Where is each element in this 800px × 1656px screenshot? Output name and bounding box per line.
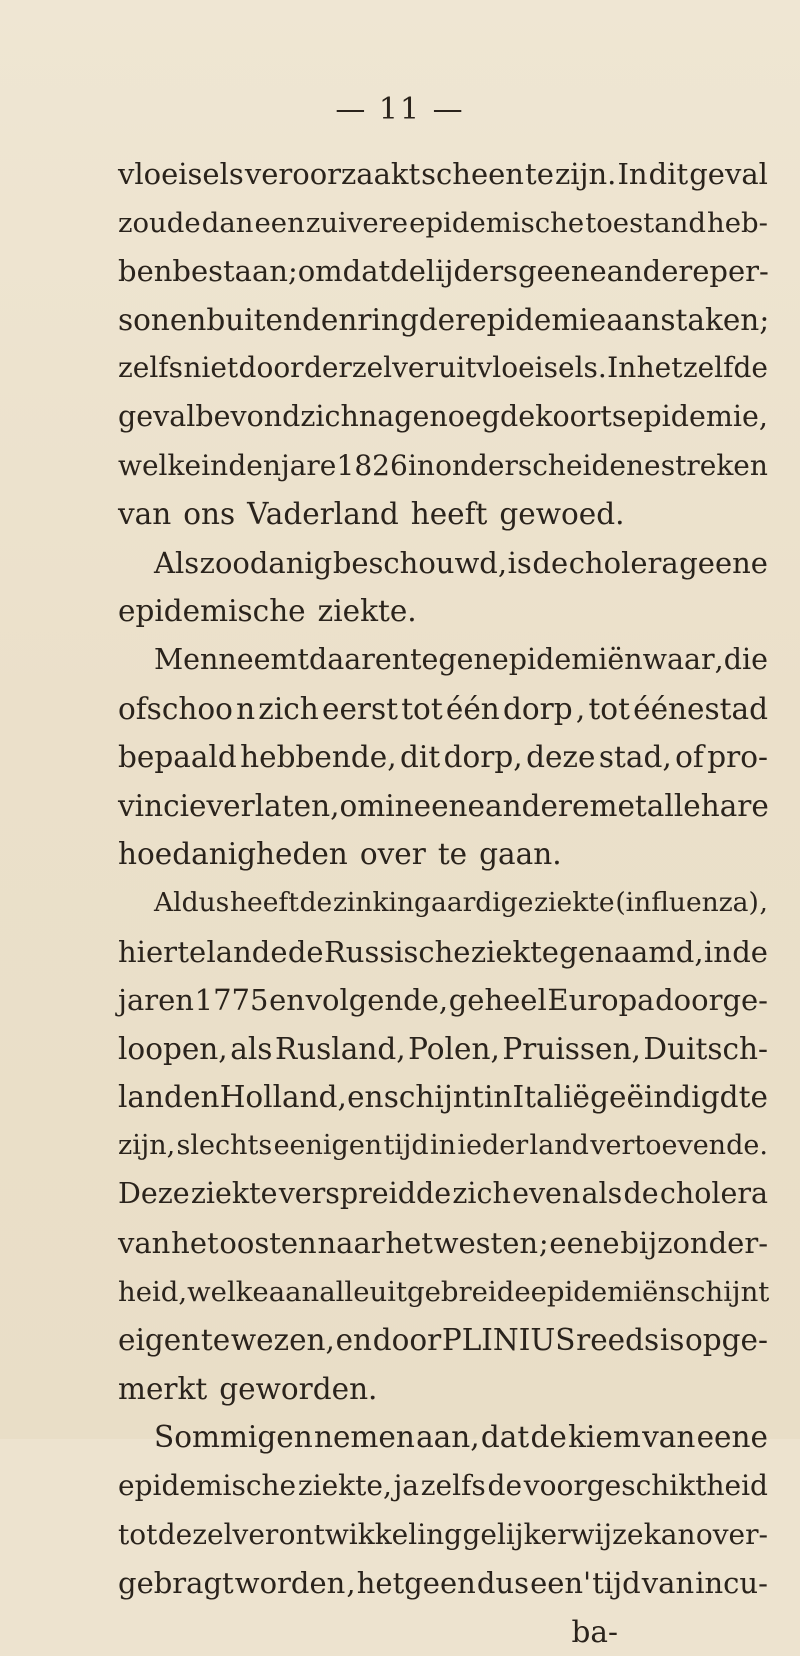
text-line: merkt geworden.: [118, 1371, 378, 1406]
text-line: Men neemt daarentegen epidemiën waar , die: [154, 642, 768, 676]
text-line: van ons Vaderland heeft gewoed.: [118, 497, 625, 532]
text-line: tot dezelver ontwikkeling gelijkerwijze kan over-: [118, 1517, 768, 1551]
text-line: Sommigen nemen aan, dat de kiem van eene: [154, 1420, 768, 1455]
text-line: geval bevond zich nagenoeg de koortsepidemie ,: [118, 399, 768, 433]
catchword: ba-: [571, 1614, 618, 1649]
text-line: zijn, slechts eenigen tijd in ieder land vertoevende.: [118, 1129, 768, 1161]
text-line: ben bestaan ; omdat de lijders geene andere per-: [118, 254, 769, 289]
text-line: land en Holland, en schijnt in Italië geëindigd te: [118, 1080, 768, 1115]
text-line: Aldus heeft de zinkingaardige ziekte (influenza) ,: [154, 886, 768, 918]
page-number: — 11 —: [335, 92, 465, 127]
text-line: jaren 1775 en volgende, geheel Europa doorge-: [118, 983, 768, 1018]
text-line: ofschoo n zich eerst tot één dorp , tot éénestad: [118, 691, 768, 726]
text-line: heid , welke aan alle uitgebreide epidemiën schijnt: [118, 1275, 770, 1308]
text-line: epidemische ziekte, ja zelfs de voorgeschiktheid: [118, 1469, 768, 1503]
text-line: bepaald hebbende, dit dorp, deze stad, of pro-: [118, 740, 768, 775]
text-line: zelfs niet door derzelver uitvloeisels. In het zelfde: [118, 351, 768, 385]
text-line: loopen, als Rusland, Polen, Pruissen, Duitsch-: [118, 1031, 768, 1066]
body-text: [118, 150, 768, 1656]
text-line: hoedanigheden over te gaan.: [118, 837, 562, 872]
text-line: van het oosten naar het westen ; eene bijzonder-: [118, 1226, 768, 1261]
text-line: Deze ziekte verspreidde zich even als de cholera: [118, 1177, 768, 1211]
text-line: welke in den jare 1826 in onderscheidene streken: [118, 448, 768, 482]
text-line: hier te lande de Russische ziekte genaamd, in de: [118, 934, 768, 969]
text-line: eigen te wezen, en door PLINIUS reeds is opge-: [118, 1323, 768, 1358]
text-line: zoude dan een zuivere epidemische toestand heb-: [118, 206, 768, 239]
text-line: sonen buiten den ring der epidemie aanstaken ;: [118, 302, 770, 337]
text-line: vloeisels veroorzaakt scheen te zijn. In dit geval: [118, 157, 768, 191]
text-line: vincie verlaten, om in eene andere met alle hare: [118, 788, 769, 823]
text-line: epidemische ziekte.: [118, 594, 417, 629]
text-line: Als zoodanig beschouwd, is de cholera geene: [154, 545, 768, 580]
text-line: gebragt worden , hetgeen dus een' tijd van incu-: [118, 1566, 768, 1601]
